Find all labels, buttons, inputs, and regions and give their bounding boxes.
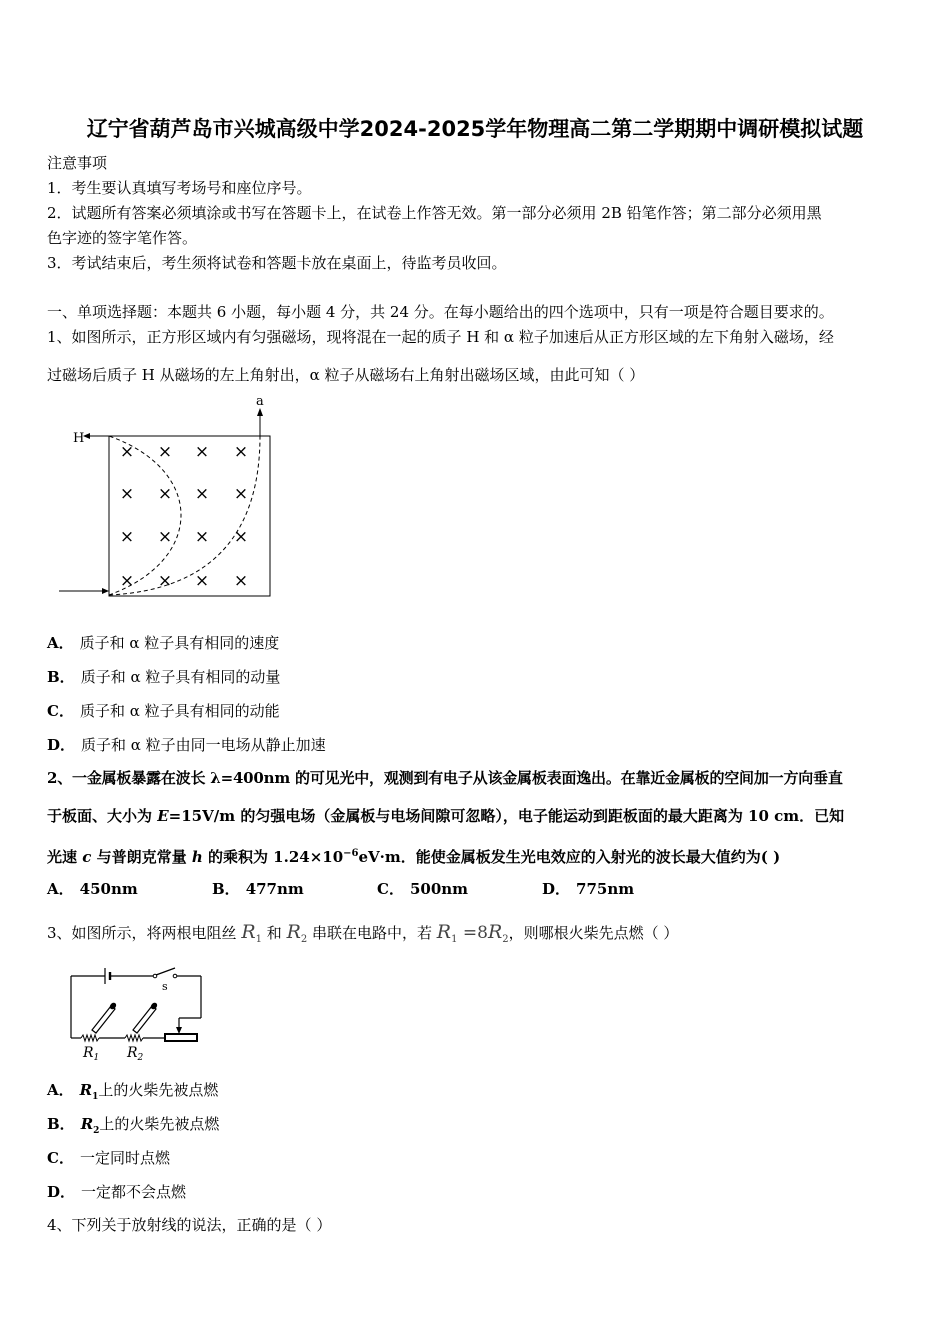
- match-icon: [92, 1002, 117, 1033]
- field-cross: ×: [157, 442, 173, 462]
- field-crosses: [120, 442, 248, 591]
- field-cross: ×: [233, 571, 249, 591]
- notice-item: 1．考生要认真填写考场号和座位序号。: [47, 179, 312, 197]
- label-r1: $R_1$: [83, 1045, 100, 1063]
- field-cross: ×: [194, 571, 210, 591]
- rheostat-icon: [165, 1034, 197, 1041]
- page-title: 辽宁省葫芦岛市兴城高级中学2024-2025学年物理高二第二学期期中调研模拟试题: [86, 117, 864, 141]
- resistor-r2-icon: [125, 1035, 143, 1041]
- notice-item: 3．考试结束后，考生须将试卷和答题卡放在桌面上，待监考员收回。: [47, 254, 507, 272]
- field-cross: ×: [233, 442, 249, 462]
- field-cross: ×: [194, 484, 210, 504]
- field-cross: ×: [233, 527, 249, 547]
- notice-item: 2．试题所有答案必须填涂或书写在答题卡上，在试卷上作答无效。第一部分必须用 2B 铅笔作答；第二部分必须用黑: [47, 204, 822, 222]
- q1-option-d[interactable]: D． 质子和 α 粒子由同一电场从静止加速: [47, 736, 326, 754]
- field-cross: ×: [157, 484, 173, 504]
- q1-option-a[interactable]: A． 质子和 α 粒子具有相同的速度: [47, 634, 280, 652]
- field-cross: ×: [119, 442, 135, 462]
- q2-option-a[interactable]: A． 450nm: [47, 880, 138, 898]
- q1-stem-line1: 1、如图所示，正方形区域内有匀强磁场，现将混在一起的质子 H 和 α 粒子加速后从正方形区域的左下角射入磁场，经: [47, 328, 834, 346]
- switch-icon: [156, 968, 175, 975]
- q3-option-a[interactable]: A． $R_1$上的火柴先被点燃: [47, 1081, 219, 1102]
- q2-option-b[interactable]: B． 477nm: [212, 880, 304, 898]
- field-cross: ×: [194, 442, 210, 462]
- q2-stem-line3: 光速 c 与普朗克常量 h 的乘积为 $1.24\times 10^{-6}eV\cdot m$．能使金属板发生光电效应的入射光的波长最大值约为( ): [47, 848, 781, 866]
- q1-option-b[interactable]: B． 质子和 α 粒子具有相同的动量: [47, 668, 281, 686]
- label-a: a: [256, 394, 264, 409]
- q1-stem-line2: 过磁场后质子 H 从磁场的左上角射出，α 粒子从磁场右上角射出磁场区域，由此可知（ ）: [47, 366, 645, 384]
- field-cross: ×: [119, 527, 135, 547]
- q4-stem: 4、下列关于放射线的说法，正确的是（ ）: [47, 1216, 332, 1234]
- notice-item: 色字迹的签字笔作答。: [47, 229, 198, 247]
- match-icon: [133, 1002, 158, 1033]
- field-cross: ×: [157, 527, 173, 547]
- notice-heading: 注意事项: [47, 154, 108, 172]
- q2-option-d[interactable]: D． 775nm: [542, 880, 635, 898]
- q1-option-c[interactable]: C． 质子和 α 粒子具有相同的动能: [47, 702, 280, 720]
- q2-stem-line2: 于板面、大小为 E=15V/m 的匀强电场（金属板与电场间隙可忽略），电子能运动到距板面的最大距离为 10 cm．已知: [47, 807, 845, 825]
- q3-circuit-figure: [65, 962, 215, 1062]
- q1-magnetic-field-figure: [55, 390, 285, 605]
- field-cross: ×: [157, 571, 173, 591]
- field-cross: ×: [119, 571, 135, 591]
- arrow-up-icon: [257, 408, 263, 416]
- label-H: H: [73, 431, 85, 446]
- switch-label: s: [162, 980, 168, 993]
- q3-option-b[interactable]: B． $R_2$上的火柴先被点燃: [47, 1115, 220, 1136]
- resistor-r1-icon: [81, 1035, 99, 1041]
- q3-option-d[interactable]: D． 一定都不会点燃: [47, 1183, 187, 1201]
- q3-stem: 3、如图所示，将两根电阻丝 $R_1$ 和 $R_2$ 串联在电路中，若 $R_1 =8R_2$，则哪根火柴先点燃（ ）: [47, 921, 679, 945]
- q3-option-c[interactable]: C． 一定同时点燃: [47, 1149, 170, 1167]
- field-cross: ×: [194, 527, 210, 547]
- field-cross: ×: [119, 484, 135, 504]
- section-heading: 一、单项选择题：本题共 6 小题，每小题 4 分，共 24 分。在每小题给出的四个选项中，只有一项是符合题目要求的。: [47, 303, 834, 321]
- field-cross: ×: [233, 484, 249, 504]
- q2-option-c[interactable]: C． 500nm: [377, 880, 469, 898]
- label-r2: $R_2$: [127, 1045, 144, 1063]
- q2-stem-line1: 2、一金属板暴露在波长 λ=400nm 的可见光中，观测到有电子从该金属板表面逸出。在靠近金属板的空间加一方向垂直: [47, 769, 843, 787]
